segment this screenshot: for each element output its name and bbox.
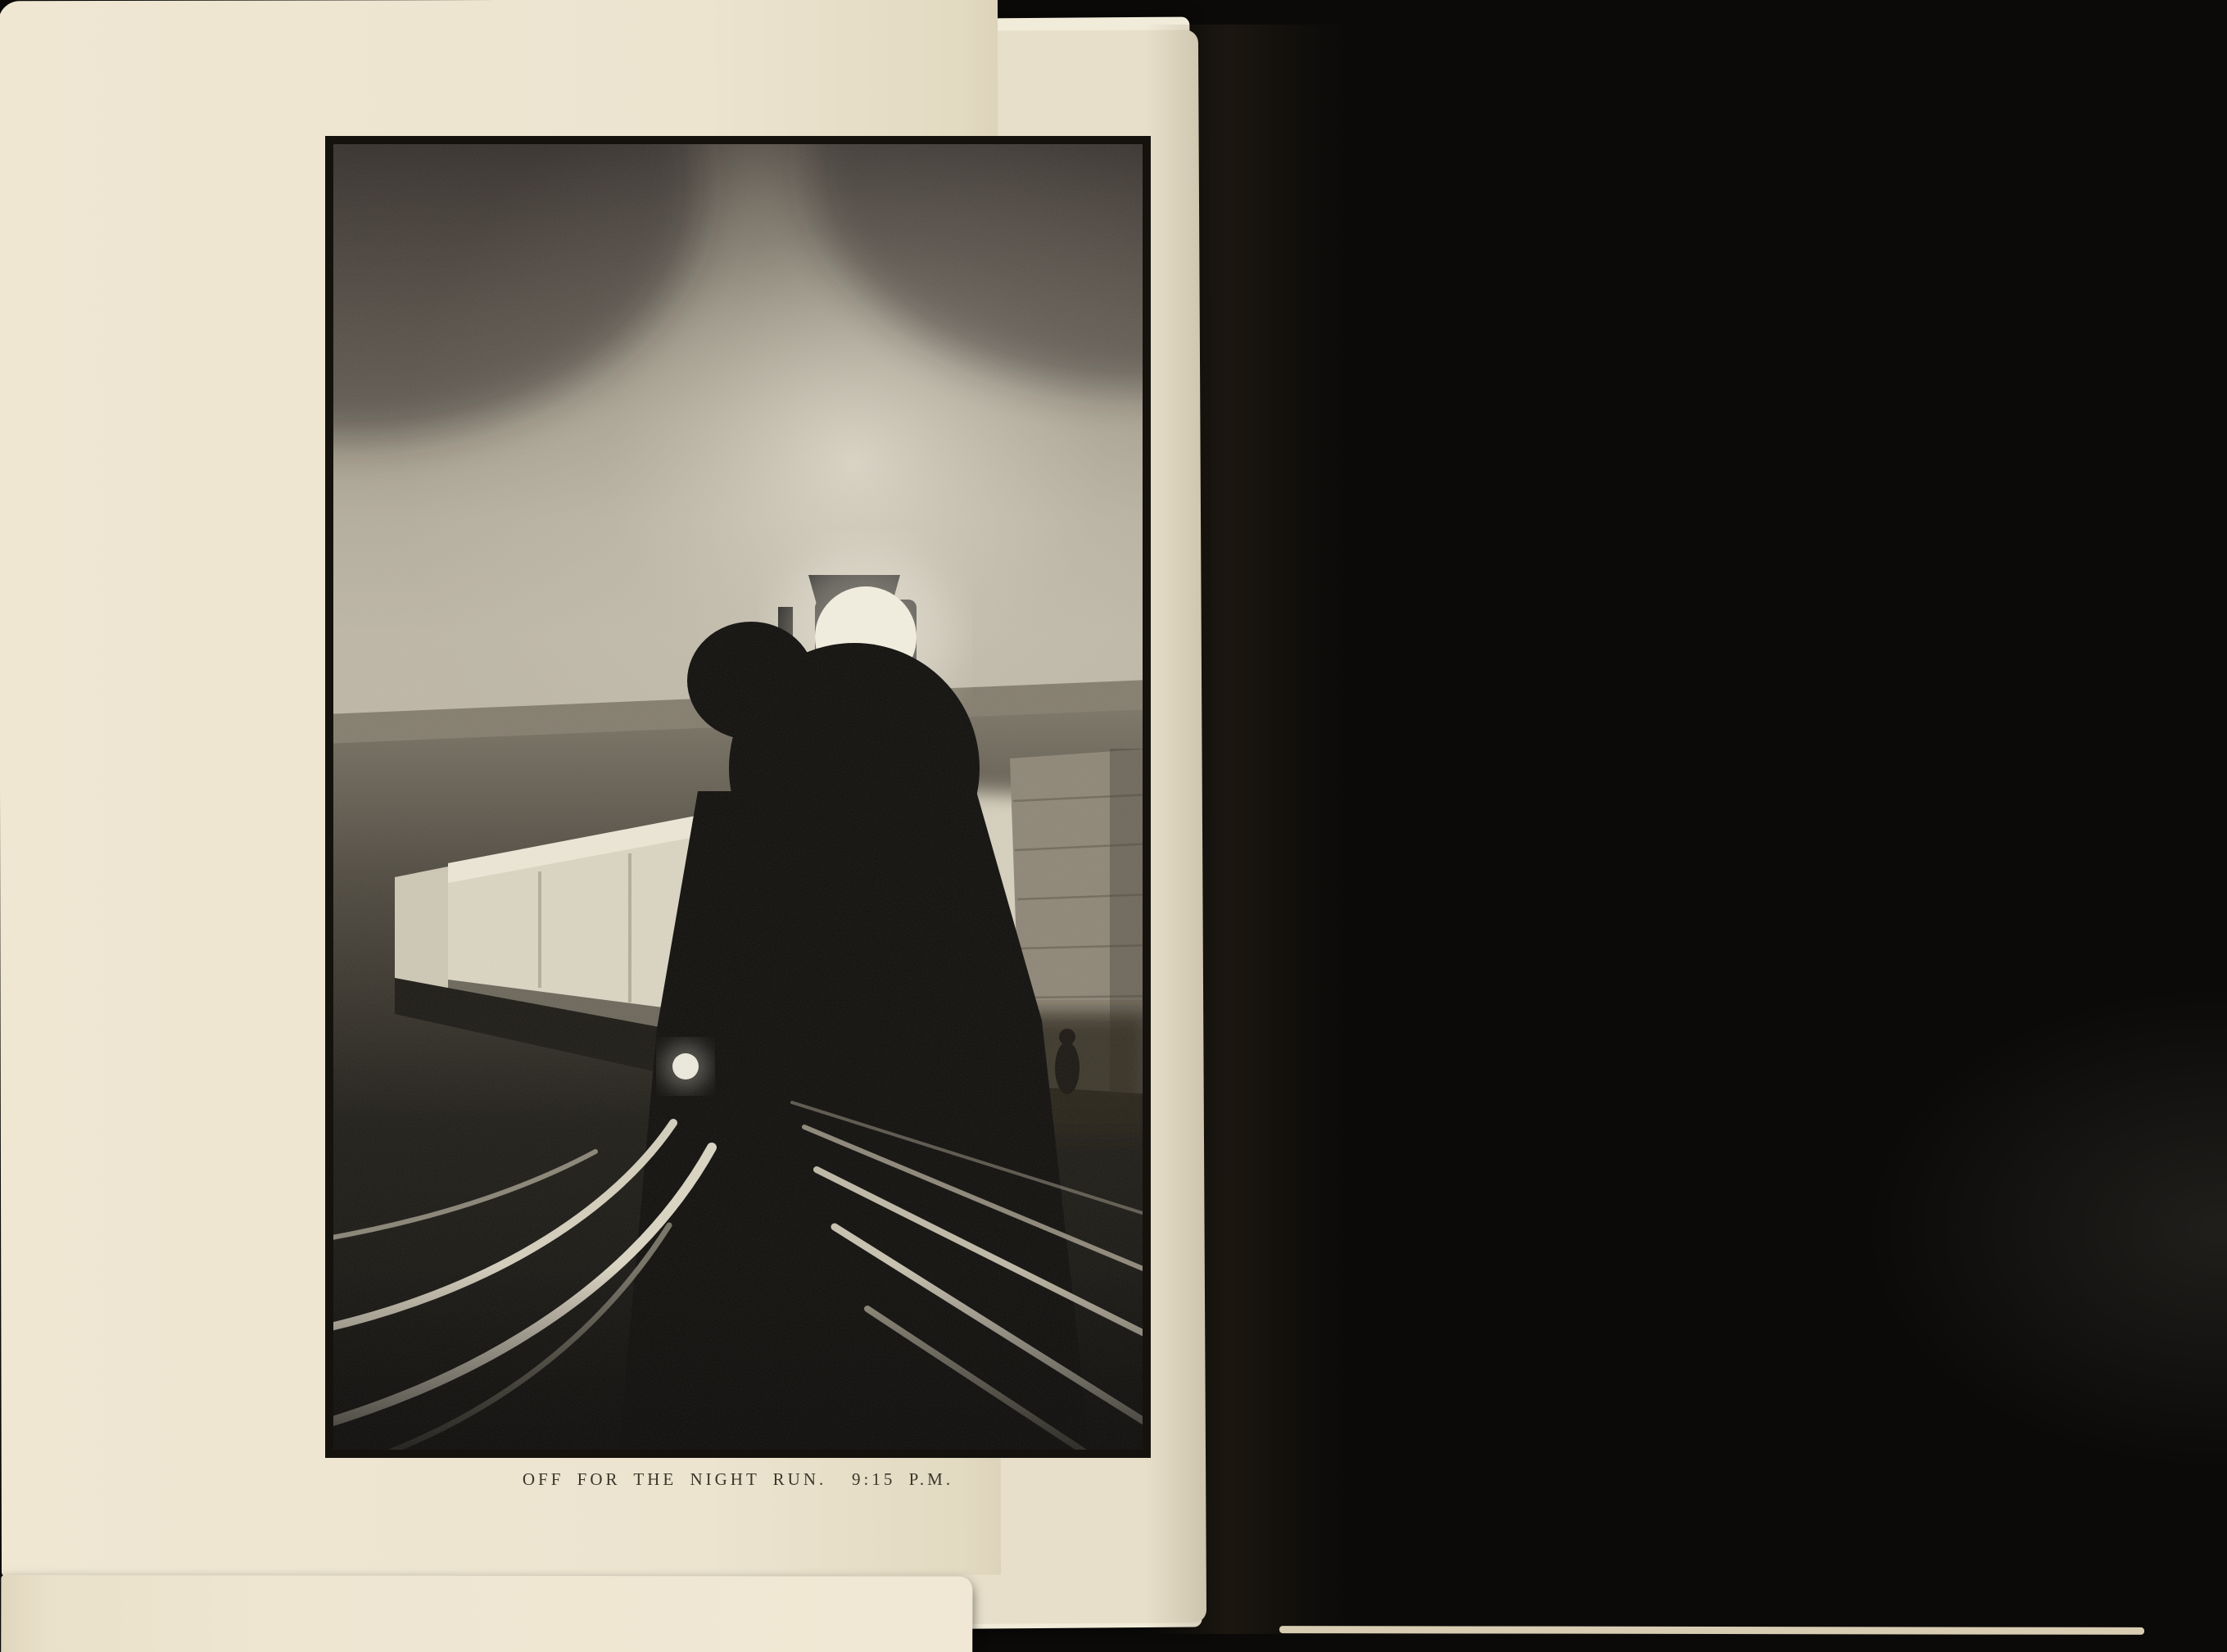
- right-page: [0, 1575, 972, 1652]
- night-run-photo-image: [325, 136, 1151, 1458]
- night-run-photo: [325, 136, 1151, 1458]
- right-page-under-edge: [1279, 1626, 2144, 1635]
- photo-caption: OFF FOR THE NIGHT RUN. 9:15 P.M.: [522, 1469, 954, 1489]
- film-grain: [325, 136, 1151, 1458]
